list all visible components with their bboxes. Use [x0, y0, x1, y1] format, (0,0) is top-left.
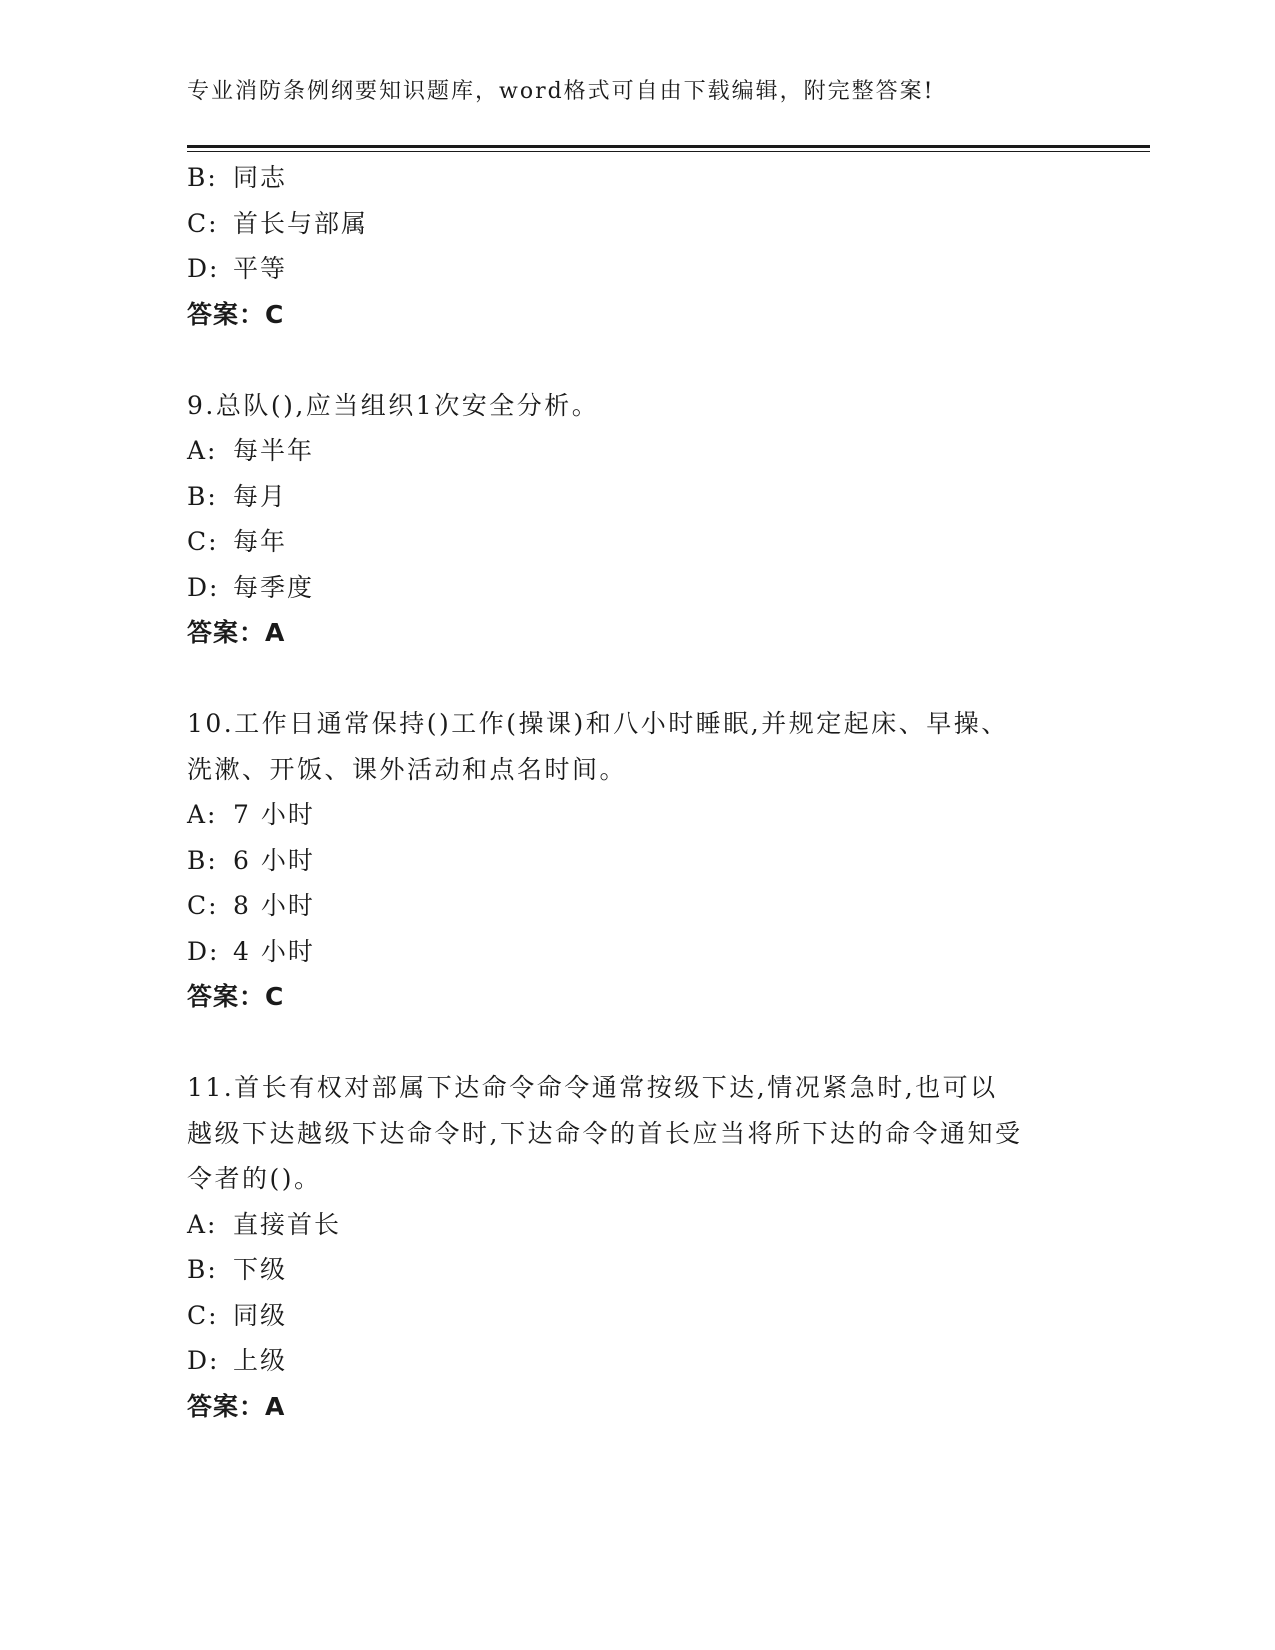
option-a: A: 每半年: [187, 436, 315, 465]
option-b: B: 6 小时: [187, 845, 315, 875]
option-a: A: 直接首长: [187, 1209, 342, 1239]
option-b: B: 下级: [187, 1255, 288, 1284]
question-10: [187, 701, 1087, 1020]
question-stem-line-1: 10.工作日通常保持()工作(操课)和八小时睡眠,并规定起床、早操、: [187, 709, 1009, 738]
question-stem-line-3: 令者的()。: [187, 1164, 322, 1193]
question-11: [187, 1065, 1087, 1429]
option-d: D: 平等: [187, 254, 288, 283]
question-9: [187, 383, 1087, 656]
page-header: 专业消防条例纲要知识题库，word格式可自由下载编辑，附完整答案!: [187, 79, 935, 104]
option-d: D: 4 小时: [187, 936, 315, 966]
answer-line: 答案：C: [187, 299, 285, 329]
answer-line: 答案：A: [187, 618, 286, 647]
option-b: B: 每月: [187, 481, 288, 511]
header-rule-thin: [187, 151, 1150, 152]
option-b: B: 同志: [187, 163, 288, 192]
answer-line: 答案：A: [187, 1391, 286, 1421]
question-stem-line-1: 11.首长有权对部属下达命令命令通常按级下达,情况紧急时,也可以: [187, 1073, 998, 1102]
question-stem: 9.总队(),应当组织1次安全分析。: [187, 390, 600, 420]
question-stem-line-2: 越级下达越级下达命令时,下达命令的首长应当将所下达的命令通知受: [187, 1118, 1023, 1148]
option-c: C: 8 小时: [187, 891, 315, 920]
question-stem-line-2: 洗漱、开饭、课外活动和点名时间。: [187, 754, 628, 784]
header-rule-thick: [187, 145, 1150, 148]
option-d: D: 上级: [187, 1346, 288, 1375]
option-c: C: 首长与部属: [187, 208, 369, 238]
spacer: [187, 1020, 1087, 1066]
option-c: C: 每年: [187, 527, 288, 556]
question-8-continued: [187, 155, 1087, 337]
spacer: [187, 656, 1087, 702]
option-d: D: 每季度: [187, 572, 315, 602]
answer-line: 答案：C: [187, 982, 285, 1011]
option-a: A: 7 小时: [187, 800, 315, 829]
spacer: [187, 337, 1087, 383]
question-list: [187, 155, 1087, 1429]
option-c: C: 同级: [187, 1300, 288, 1330]
